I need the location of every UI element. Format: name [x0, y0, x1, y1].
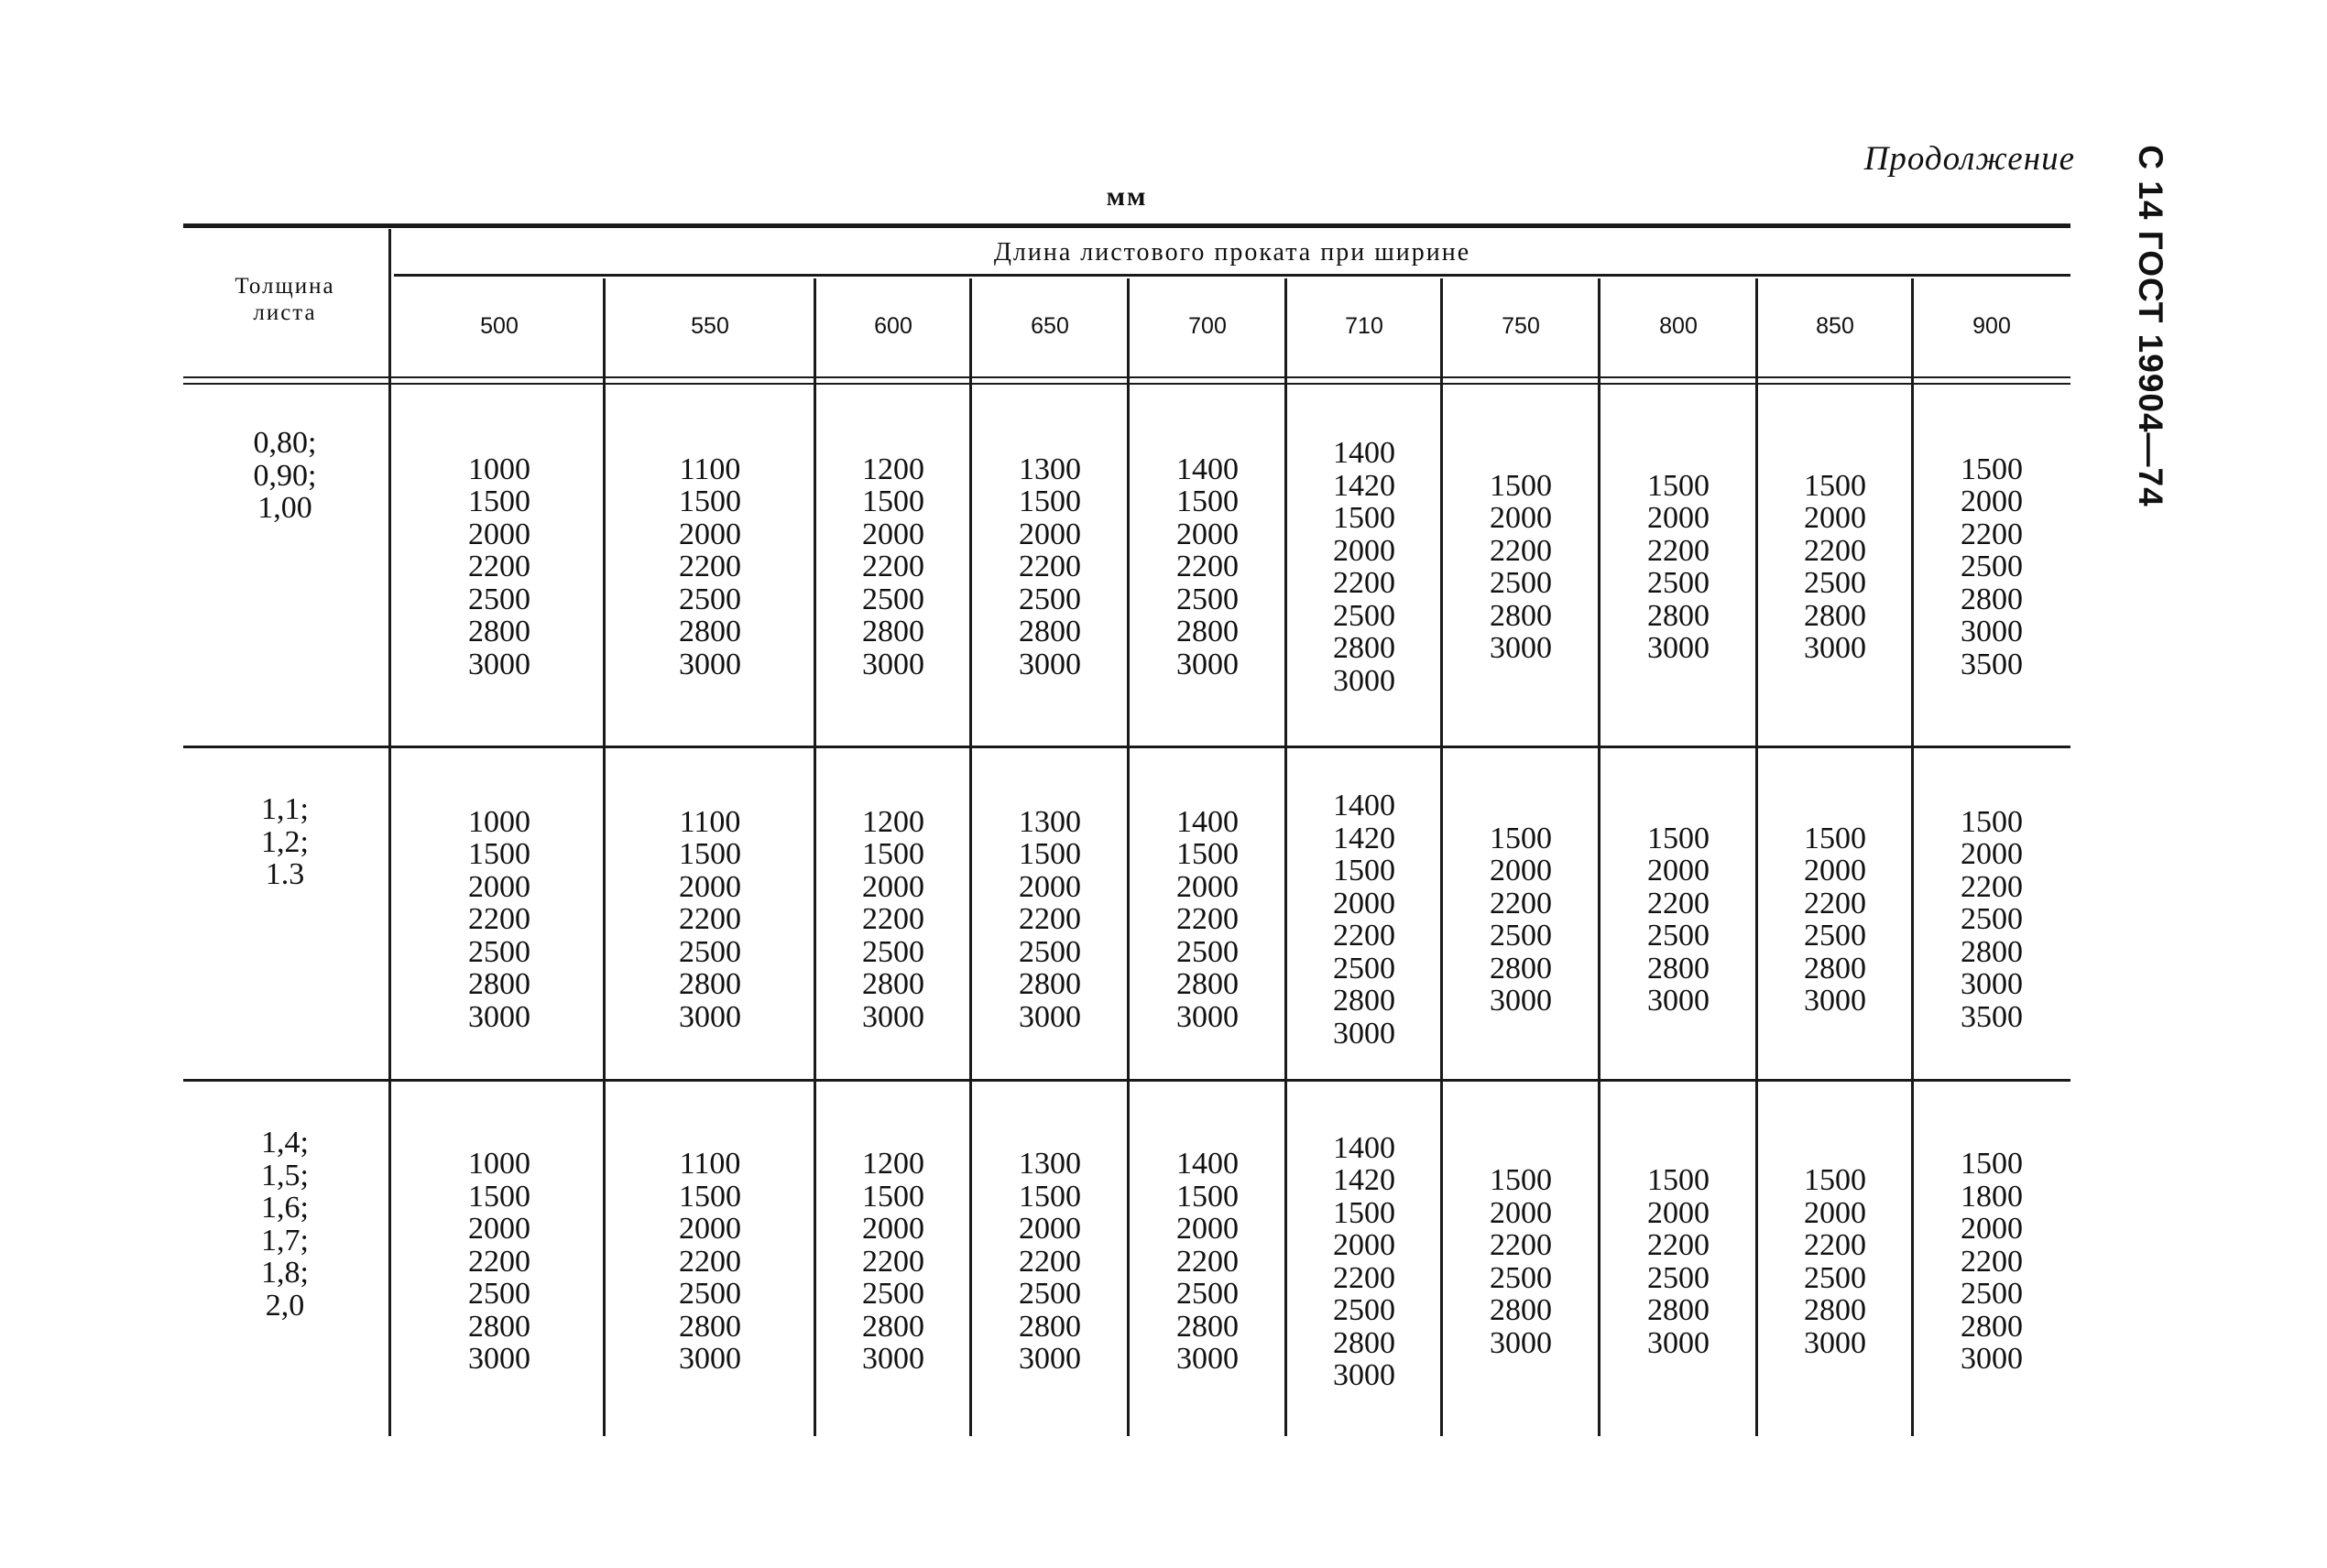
- thickness-value: 1.3: [265, 857, 305, 891]
- length-value: 2500: [1333, 598, 1395, 633]
- length-value: 2200: [1647, 886, 1710, 920]
- length-value: 2200: [1490, 533, 1552, 568]
- length-value: 3000: [679, 647, 741, 681]
- length-value: 2200: [1490, 1228, 1552, 1262]
- length-cell: [1600, 387, 1757, 747]
- length-value: 1420: [1333, 1163, 1395, 1197]
- length-table: [183, 223, 2070, 1437]
- length-value: 2800: [862, 615, 924, 649]
- length-value: 2800: [1176, 615, 1239, 649]
- thickness-value: 1,6;: [261, 1191, 309, 1225]
- length-value: 2800: [679, 1309, 741, 1344]
- length-value: 1500: [1647, 821, 1710, 855]
- length-value: 3000: [1804, 984, 1866, 1018]
- length-value: 2500: [1647, 566, 1710, 600]
- length-cell: [1913, 387, 2070, 747]
- length-value: 2500: [1647, 919, 1710, 953]
- thickness-value: 1,8;: [261, 1256, 309, 1290]
- length-value: 2200: [862, 902, 924, 937]
- length-cell: [815, 753, 971, 1086]
- length-value: 2800: [1490, 1293, 1552, 1327]
- length-value: 2200: [1961, 517, 2023, 551]
- length-value: 2000: [1490, 1195, 1552, 1230]
- length-cell: [1757, 387, 1913, 747]
- thickness-cell: [183, 793, 387, 891]
- length-cell: [1442, 753, 1600, 1086]
- length-cell: [971, 1086, 1129, 1437]
- length-cell: [1286, 387, 1442, 747]
- length-value: 2800: [1961, 934, 2023, 969]
- length-value: 3000: [679, 999, 741, 1034]
- length-value: 2000: [1961, 1212, 2023, 1247]
- length-value: 2800: [1961, 1309, 2023, 1344]
- length-value: 3000: [1961, 1342, 2023, 1377]
- column-rule: [388, 229, 391, 1436]
- length-value: 3000: [468, 999, 530, 1034]
- length-value: 3000: [1647, 1325, 1710, 1360]
- length-value: 1400: [1176, 1147, 1239, 1181]
- length-value: 2800: [468, 615, 530, 649]
- length-value: 2800: [1804, 1293, 1866, 1327]
- length-value: 2200: [1804, 886, 1866, 920]
- length-value: 1500: [1176, 1179, 1239, 1214]
- length-value: 2000: [1019, 1212, 1081, 1247]
- length-value: 1500: [1019, 1179, 1081, 1214]
- length-cell: [815, 1086, 971, 1437]
- length-value: 2000: [468, 869, 530, 904]
- length-value: 2800: [1647, 1293, 1710, 1327]
- length-value: 2800: [1490, 598, 1552, 633]
- length-value: 2200: [468, 550, 530, 584]
- length-value: 2500: [468, 1277, 530, 1312]
- length-value: 3500: [1961, 999, 2023, 1034]
- length-value: 1500: [1019, 485, 1081, 519]
- length-value: 2800: [1647, 951, 1710, 985]
- length-value: 1400: [1333, 436, 1395, 470]
- length-value: 1500: [1804, 1163, 1866, 1197]
- width-header: 700: [1188, 313, 1227, 339]
- length-value: 2500: [862, 934, 924, 969]
- length-value: 2800: [1333, 1325, 1395, 1360]
- length-value: 1300: [1019, 452, 1081, 486]
- length-value: 2000: [1019, 869, 1081, 904]
- length-value: 1200: [862, 804, 924, 839]
- length-value: 2200: [1961, 1244, 2023, 1279]
- length-value: 2000: [1647, 1195, 1710, 1230]
- length-value: 2000: [468, 517, 530, 551]
- length-value: 2500: [1961, 1277, 2023, 1312]
- length-value: 2000: [862, 517, 924, 551]
- length-value: 2800: [1333, 631, 1395, 665]
- length-cell: [394, 1086, 605, 1437]
- length-value: 2000: [862, 869, 924, 904]
- thickness-value: 1,00: [257, 491, 312, 525]
- length-value: 2800: [679, 967, 741, 1002]
- length-value: 2500: [1961, 550, 2023, 584]
- length-value: 2200: [1176, 902, 1239, 937]
- length-value: 3000: [1490, 631, 1552, 665]
- width-header: 500: [480, 313, 519, 339]
- thickness-value: 0,90;: [253, 458, 317, 493]
- length-value: 2200: [862, 550, 924, 584]
- length-value: 2000: [862, 1212, 924, 1247]
- length-cell: [1442, 387, 1600, 747]
- length-value: 3000: [1333, 663, 1395, 698]
- length-value: 2500: [1176, 934, 1239, 969]
- length-value: 2800: [1804, 951, 1866, 985]
- length-value: 1420: [1333, 821, 1395, 855]
- thickness-value: 1,7;: [261, 1223, 309, 1258]
- length-value: 1400: [1176, 804, 1239, 839]
- length-value: 2500: [1490, 566, 1552, 600]
- length-value: 2200: [1176, 1244, 1239, 1279]
- length-value: 2000: [1647, 501, 1710, 535]
- length-value: 1100: [679, 804, 741, 839]
- length-value: 2500: [862, 582, 924, 616]
- length-cell: [394, 387, 605, 747]
- length-value: 1500: [1961, 1147, 2023, 1181]
- length-value: 1420: [1333, 468, 1395, 503]
- length-value: 2500: [679, 934, 741, 969]
- length-value: 2200: [679, 550, 741, 584]
- length-value: 1000: [468, 1147, 530, 1181]
- length-cell: [1129, 387, 1286, 747]
- length-value: 1500: [1647, 468, 1710, 503]
- length-value: 1500: [1647, 1163, 1710, 1197]
- length-value: 1500: [1176, 485, 1239, 519]
- length-value: 2500: [1961, 902, 2023, 937]
- length-value: 1500: [862, 485, 924, 519]
- length-value: 1300: [1019, 1147, 1081, 1181]
- length-value: 3000: [1176, 1342, 1239, 1377]
- length-value: 2200: [1019, 902, 1081, 937]
- length-value: 2000: [1961, 837, 2023, 872]
- thickness-value: 1,1;: [261, 792, 309, 826]
- length-value: 2800: [1176, 1309, 1239, 1344]
- length-value: 3000: [1804, 1325, 1866, 1360]
- length-value: 2800: [468, 1309, 530, 1344]
- width-header: 800: [1659, 313, 1698, 339]
- length-value: 1500: [679, 485, 741, 519]
- length-value: 1100: [679, 452, 741, 486]
- length-value: 3000: [1961, 615, 2023, 649]
- length-cell: [1129, 753, 1286, 1086]
- continued-label: Продолжение: [1863, 140, 2075, 178]
- length-cell: [1129, 1086, 1286, 1437]
- length-value: 1400: [1176, 452, 1239, 486]
- length-value: 2000: [1804, 1195, 1866, 1230]
- length-value: 3000: [862, 647, 924, 681]
- length-value: 2000: [1804, 501, 1866, 535]
- width-header: 550: [691, 313, 729, 339]
- length-value: 2000: [1333, 1228, 1395, 1262]
- length-value: 1200: [862, 452, 924, 486]
- length-value: 2800: [1019, 615, 1081, 649]
- length-value: 3000: [1333, 1016, 1395, 1051]
- length-value: 1500: [468, 485, 530, 519]
- length-value: 1500: [1333, 501, 1395, 535]
- length-value: 3000: [1490, 984, 1552, 1018]
- length-value: 2500: [1490, 919, 1552, 953]
- length-value: 1400: [1333, 789, 1395, 822]
- length-value: 1500: [1961, 452, 2023, 486]
- length-cell: [1913, 1086, 2070, 1437]
- width-header: 650: [1031, 313, 1069, 339]
- length-value: 2500: [1490, 1260, 1552, 1295]
- length-value: 2000: [468, 1212, 530, 1247]
- length-value: 2000: [679, 869, 741, 904]
- length-value: 2800: [1176, 967, 1239, 1002]
- length-value: 1200: [862, 1147, 924, 1181]
- length-value: 3000: [679, 1342, 741, 1377]
- length-value: 2200: [679, 902, 741, 937]
- unit-label: мм: [1106, 181, 1148, 212]
- length-value: 2500: [1647, 1260, 1710, 1295]
- length-value: 1100: [679, 1147, 741, 1181]
- length-cell: [1286, 753, 1442, 1086]
- length-value: 2800: [862, 967, 924, 1002]
- length-value: 3000: [1647, 984, 1710, 1018]
- length-value: 2800: [1490, 951, 1552, 985]
- length-cell: [1442, 1086, 1600, 1437]
- length-value: 1500: [468, 837, 530, 872]
- length-value: 2500: [1804, 566, 1866, 600]
- running-head: [2124, 145, 2177, 507]
- thickness-value: 0,80;: [253, 426, 317, 460]
- length-cell: [1600, 753, 1757, 1086]
- length-value: 2500: [468, 582, 530, 616]
- length-value: 1500: [1490, 821, 1552, 855]
- length-value: 3000: [1176, 999, 1239, 1034]
- length-value: 1400: [1333, 1130, 1395, 1165]
- length-cell: [1600, 1086, 1757, 1437]
- length-value: 2200: [679, 1244, 741, 1279]
- length-value: 2000: [1176, 517, 1239, 551]
- length-cell: [605, 753, 815, 1086]
- width-header: 600: [874, 313, 912, 339]
- width-header: 750: [1502, 313, 1540, 339]
- length-value: 1500: [468, 1179, 530, 1214]
- length-value: 3000: [468, 1342, 530, 1377]
- length-value: 2500: [1019, 1277, 1081, 1312]
- length-cell: [605, 1086, 815, 1437]
- length-value: 3000: [1647, 631, 1710, 665]
- length-value: 2800: [1019, 1309, 1081, 1344]
- length-cell: [605, 387, 815, 747]
- length-value: 2200: [1176, 550, 1239, 584]
- length-value: 3000: [1333, 1358, 1395, 1392]
- thickness-cell: [183, 1127, 387, 1322]
- stub-header-line: Толщина: [235, 274, 335, 299]
- length-value: 1500: [1333, 854, 1395, 887]
- length-value: 1500: [679, 1179, 741, 1214]
- length-value: 1500: [1804, 468, 1866, 503]
- length-value: 2000: [1019, 517, 1081, 551]
- length-value: 3000: [1019, 999, 1081, 1034]
- length-value: 2500: [1804, 919, 1866, 953]
- length-value: 3000: [468, 647, 530, 681]
- length-value: 2200: [1333, 566, 1395, 600]
- length-value: 2500: [1333, 1293, 1395, 1327]
- length-value: 2000: [1176, 1212, 1239, 1247]
- length-value: 2000: [1647, 854, 1710, 887]
- length-value: 1500: [1019, 837, 1081, 872]
- length-value: 2200: [468, 902, 530, 937]
- length-value: 2200: [1804, 533, 1866, 568]
- length-value: 2500: [1176, 1277, 1239, 1312]
- length-value: 2800: [1804, 598, 1866, 633]
- running-head-text: С 14 ГОСТ 19904—74: [2132, 145, 2169, 507]
- length-value: 1500: [1961, 804, 2023, 839]
- length-value: 2500: [1333, 951, 1395, 985]
- length-value: 1500: [1490, 468, 1552, 503]
- length-value: 2200: [862, 1244, 924, 1279]
- length-value: 2000: [679, 517, 741, 551]
- length-value: 2500: [1804, 1260, 1866, 1295]
- length-value: 3500: [1961, 647, 2023, 681]
- length-value: 3000: [1019, 647, 1081, 681]
- length-value: 2800: [1333, 984, 1395, 1018]
- length-value: 2000: [1176, 869, 1239, 904]
- length-value: 2000: [1333, 886, 1395, 920]
- length-value: 2800: [468, 967, 530, 1002]
- stub-header-line: листа: [253, 300, 317, 325]
- length-value: 3000: [1176, 647, 1239, 681]
- length-value: 3000: [1804, 631, 1866, 665]
- length-value: 2200: [1019, 550, 1081, 584]
- length-value: 1500: [1490, 1163, 1552, 1197]
- stub-header: [183, 273, 387, 326]
- length-value: 1500: [1176, 837, 1239, 872]
- length-value: 2200: [1647, 533, 1710, 568]
- length-cell: [971, 753, 1129, 1086]
- length-value: 1500: [1333, 1195, 1395, 1230]
- length-value: 2800: [1019, 967, 1081, 1002]
- length-value: 2500: [1019, 582, 1081, 616]
- length-cell: [1757, 753, 1913, 1086]
- length-value: 2200: [1333, 919, 1395, 953]
- length-value: 2000: [679, 1212, 741, 1247]
- length-value: 2200: [1019, 1244, 1081, 1279]
- length-value: 2800: [1647, 598, 1710, 633]
- thickness-value: 2,0: [265, 1288, 305, 1323]
- length-value: 2500: [679, 1277, 741, 1312]
- length-value: 2500: [679, 582, 741, 616]
- length-value: 1800: [1961, 1179, 2023, 1214]
- length-value: 2200: [1647, 1228, 1710, 1262]
- length-cell: [971, 387, 1129, 747]
- length-cell: [1286, 1086, 1442, 1437]
- length-cell: [1757, 1086, 1913, 1437]
- length-value: 1500: [1804, 821, 1866, 855]
- length-value: 2200: [1804, 1228, 1866, 1262]
- length-value: 2500: [862, 1277, 924, 1312]
- length-value: 2200: [468, 1244, 530, 1279]
- length-value: 3000: [862, 999, 924, 1034]
- length-value: 2000: [1961, 485, 2023, 519]
- length-value: 3000: [1019, 1342, 1081, 1377]
- length-value: 2200: [1961, 869, 2023, 904]
- width-header: 850: [1816, 313, 1854, 339]
- length-value: 1000: [468, 804, 530, 839]
- thickness-value: 1,2;: [261, 824, 309, 859]
- length-value: 2800: [1961, 582, 2023, 616]
- length-value: 3000: [1490, 1325, 1552, 1360]
- length-value: 2500: [1176, 582, 1239, 616]
- width-group-header: Длина листового проката при ширине: [993, 238, 1471, 267]
- thickness-value: 1,5;: [261, 1158, 309, 1192]
- length-value: 1500: [679, 837, 741, 872]
- length-value: 2200: [1333, 1260, 1395, 1295]
- length-value: 2000: [1490, 854, 1552, 887]
- length-value: 1500: [862, 1179, 924, 1214]
- length-cell: [815, 387, 971, 747]
- table-top-rule: [183, 223, 2070, 228]
- length-value: 1000: [468, 452, 530, 486]
- thickness-value: 1,4;: [261, 1126, 309, 1160]
- length-value: 1300: [1019, 804, 1081, 839]
- width-header: 900: [1972, 313, 2011, 339]
- length-value: 3000: [1961, 967, 2023, 1002]
- length-value: 2200: [1490, 886, 1552, 920]
- width-header: 710: [1345, 313, 1383, 339]
- length-value: 2500: [468, 934, 530, 969]
- thickness-cell: [183, 427, 387, 525]
- length-value: 2800: [679, 615, 741, 649]
- length-value: 2500: [1019, 934, 1081, 969]
- length-value: 2000: [1490, 501, 1552, 535]
- length-value: 2800: [862, 1309, 924, 1344]
- length-value: 2000: [1804, 854, 1866, 887]
- length-value: 1500: [862, 837, 924, 872]
- length-cell: [1913, 753, 2070, 1086]
- span-header-rule: [394, 274, 2070, 277]
- length-cell: [394, 753, 605, 1086]
- length-value: 2000: [1333, 533, 1395, 568]
- length-value: 3000: [862, 1342, 924, 1377]
